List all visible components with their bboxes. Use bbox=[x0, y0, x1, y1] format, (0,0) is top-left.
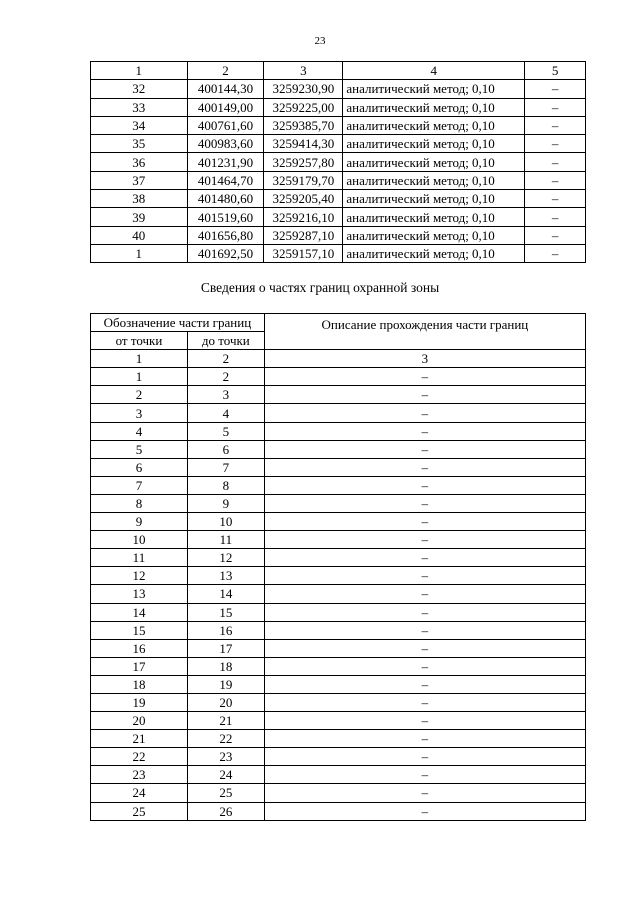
table-row bbox=[91, 208, 586, 226]
table-row bbox=[91, 621, 586, 639]
to-point-cell: 8 bbox=[187, 476, 264, 494]
table-row bbox=[91, 802, 586, 820]
table-row bbox=[91, 585, 586, 603]
from-point-cell: 19 bbox=[91, 693, 188, 711]
from-point-cell: 8 bbox=[91, 494, 188, 512]
description-cell: – bbox=[264, 513, 585, 531]
description-cell: – bbox=[264, 531, 585, 549]
to-point-cell: 21 bbox=[187, 712, 264, 730]
table-row bbox=[91, 153, 586, 171]
note-cell: – bbox=[525, 153, 586, 171]
method-cell: аналитический метод; 0,10 bbox=[343, 226, 525, 244]
point-number-cell: 33 bbox=[91, 98, 188, 116]
y-coordinate-cell: 3259414,30 bbox=[264, 135, 343, 153]
description-cell: – bbox=[264, 802, 585, 820]
from-point-cell: 18 bbox=[91, 675, 188, 693]
description-cell: – bbox=[264, 766, 585, 784]
table-row bbox=[91, 748, 586, 766]
from-point-cell: 6 bbox=[91, 458, 188, 476]
table-row bbox=[91, 422, 586, 440]
column-number: 1 bbox=[91, 62, 188, 80]
method-cell: аналитический метод; 0,10 bbox=[343, 190, 525, 208]
x-coordinate-cell: 400983,60 bbox=[187, 135, 264, 153]
y-coordinate-cell: 3259205,40 bbox=[264, 190, 343, 208]
column-number: 5 bbox=[525, 62, 586, 80]
table-row bbox=[91, 244, 586, 262]
header-from-point: от точки bbox=[91, 332, 188, 350]
description-cell: – bbox=[264, 784, 585, 802]
note-cell: – bbox=[525, 80, 586, 98]
to-point-cell: 22 bbox=[187, 730, 264, 748]
table-row bbox=[91, 80, 586, 98]
to-point-cell: 23 bbox=[187, 748, 264, 766]
method-cell: аналитический метод; 0,10 bbox=[343, 171, 525, 189]
description-cell: – bbox=[264, 712, 585, 730]
to-point-cell: 14 bbox=[187, 585, 264, 603]
to-point-cell: 16 bbox=[187, 621, 264, 639]
to-point-cell: 25 bbox=[187, 784, 264, 802]
x-coordinate-cell: 401480,60 bbox=[187, 190, 264, 208]
column-number: 3 bbox=[264, 62, 343, 80]
point-number-cell: 37 bbox=[91, 171, 188, 189]
from-point-cell: 20 bbox=[91, 712, 188, 730]
to-point-cell: 4 bbox=[187, 404, 264, 422]
to-point-cell: 19 bbox=[187, 675, 264, 693]
table-row bbox=[91, 226, 586, 244]
column-number: 4 bbox=[343, 62, 525, 80]
header-boundary-designation: Обозначение части границ bbox=[91, 314, 265, 332]
table-row bbox=[91, 513, 586, 531]
table-row bbox=[91, 386, 586, 404]
table-row bbox=[91, 712, 586, 730]
table-row bbox=[91, 476, 586, 494]
to-point-cell: 20 bbox=[187, 693, 264, 711]
y-coordinate-cell: 3259385,70 bbox=[264, 116, 343, 134]
to-point-cell: 10 bbox=[187, 513, 264, 531]
to-point-cell: 12 bbox=[187, 549, 264, 567]
boundary-table-header-row bbox=[91, 314, 586, 332]
boundary-table-body bbox=[91, 368, 586, 820]
from-point-cell: 22 bbox=[91, 748, 188, 766]
to-point-cell: 7 bbox=[187, 458, 264, 476]
to-point-cell: 9 bbox=[187, 494, 264, 512]
coordinates-table-header-row bbox=[91, 62, 586, 80]
from-point-cell: 16 bbox=[91, 639, 188, 657]
x-coordinate-cell: 400761,60 bbox=[187, 116, 264, 134]
column-number: 1 bbox=[91, 350, 188, 368]
method-cell: аналитический метод; 0,10 bbox=[343, 153, 525, 171]
to-point-cell: 11 bbox=[187, 531, 264, 549]
table-row bbox=[91, 730, 586, 748]
note-cell: – bbox=[525, 226, 586, 244]
description-cell: – bbox=[264, 440, 585, 458]
y-coordinate-cell: 3259230,90 bbox=[264, 80, 343, 98]
description-cell: – bbox=[264, 458, 585, 476]
from-point-cell: 21 bbox=[91, 730, 188, 748]
table-row bbox=[91, 190, 586, 208]
table-row bbox=[91, 531, 586, 549]
to-point-cell: 13 bbox=[187, 567, 264, 585]
column-number: 3 bbox=[264, 350, 585, 368]
to-point-cell: 3 bbox=[187, 386, 264, 404]
to-point-cell: 15 bbox=[187, 603, 264, 621]
method-cell: аналитический метод; 0,10 bbox=[343, 135, 525, 153]
table-row bbox=[91, 116, 586, 134]
from-point-cell: 23 bbox=[91, 766, 188, 784]
table-row bbox=[91, 171, 586, 189]
note-cell: – bbox=[525, 171, 586, 189]
from-point-cell: 5 bbox=[91, 440, 188, 458]
description-cell: – bbox=[264, 476, 585, 494]
boundary-parts-table bbox=[90, 313, 586, 821]
table-row bbox=[91, 657, 586, 675]
description-cell: – bbox=[264, 549, 585, 567]
description-cell: – bbox=[264, 748, 585, 766]
table-row bbox=[91, 567, 586, 585]
table-row bbox=[91, 675, 586, 693]
method-cell: аналитический метод; 0,10 bbox=[343, 208, 525, 226]
to-point-cell: 6 bbox=[187, 440, 264, 458]
y-coordinate-cell: 3259287,10 bbox=[264, 226, 343, 244]
from-point-cell: 14 bbox=[91, 603, 188, 621]
point-number-cell: 40 bbox=[91, 226, 188, 244]
from-point-cell: 1 bbox=[91, 368, 188, 386]
method-cell: аналитический метод; 0,10 bbox=[343, 116, 525, 134]
from-point-cell: 15 bbox=[91, 621, 188, 639]
header-boundary-description: Описание прохождения части границ bbox=[264, 314, 585, 350]
from-point-cell: 10 bbox=[91, 531, 188, 549]
table-row bbox=[91, 639, 586, 657]
x-coordinate-cell: 401231,90 bbox=[187, 153, 264, 171]
y-coordinate-cell: 3259257,80 bbox=[264, 153, 343, 171]
to-point-cell: 5 bbox=[187, 422, 264, 440]
note-cell: – bbox=[525, 244, 586, 262]
method-cell: аналитический метод; 0,10 bbox=[343, 98, 525, 116]
table-row bbox=[91, 98, 586, 116]
description-cell: – bbox=[264, 639, 585, 657]
point-number-cell: 1 bbox=[91, 244, 188, 262]
from-point-cell: 4 bbox=[91, 422, 188, 440]
description-cell: – bbox=[264, 404, 585, 422]
method-cell: аналитический метод; 0,10 bbox=[343, 244, 525, 262]
table-row bbox=[91, 404, 586, 422]
y-coordinate-cell: 3259157,10 bbox=[264, 244, 343, 262]
description-cell: – bbox=[264, 585, 585, 603]
description-cell: – bbox=[264, 386, 585, 404]
from-point-cell: 3 bbox=[91, 404, 188, 422]
to-point-cell: 17 bbox=[187, 639, 264, 657]
x-coordinate-cell: 400144,30 bbox=[187, 80, 264, 98]
column-number: 2 bbox=[187, 350, 264, 368]
from-point-cell: 11 bbox=[91, 549, 188, 567]
to-point-cell: 24 bbox=[187, 766, 264, 784]
table-row bbox=[91, 494, 586, 512]
table-row bbox=[91, 440, 586, 458]
boundary-table-numbering-row bbox=[91, 350, 586, 368]
table-row bbox=[91, 603, 586, 621]
y-coordinate-cell: 3259216,10 bbox=[264, 208, 343, 226]
note-cell: – bbox=[525, 135, 586, 153]
note-cell: – bbox=[525, 208, 586, 226]
table-row bbox=[91, 693, 586, 711]
to-point-cell: 18 bbox=[187, 657, 264, 675]
to-point-cell: 26 bbox=[187, 802, 264, 820]
y-coordinate-cell: 3259179,70 bbox=[264, 171, 343, 189]
point-number-cell: 39 bbox=[91, 208, 188, 226]
section-title: Сведения о частях границ охранной зоны bbox=[200, 280, 440, 295]
description-cell: – bbox=[264, 603, 585, 621]
point-number-cell: 38 bbox=[91, 190, 188, 208]
description-cell: – bbox=[264, 422, 585, 440]
column-number: 2 bbox=[187, 62, 264, 80]
from-point-cell: 13 bbox=[91, 585, 188, 603]
table-row bbox=[91, 135, 586, 153]
method-cell: аналитический метод; 0,10 bbox=[343, 80, 525, 98]
from-point-cell: 12 bbox=[91, 567, 188, 585]
table-row bbox=[91, 458, 586, 476]
page-number: 23 bbox=[314, 35, 326, 47]
from-point-cell: 17 bbox=[91, 657, 188, 675]
from-point-cell: 2 bbox=[91, 386, 188, 404]
point-number-cell: 34 bbox=[91, 116, 188, 134]
y-coordinate-cell: 3259225,00 bbox=[264, 98, 343, 116]
description-cell: – bbox=[264, 730, 585, 748]
note-cell: – bbox=[525, 116, 586, 134]
point-number-cell: 32 bbox=[91, 80, 188, 98]
description-cell: – bbox=[264, 368, 585, 386]
point-number-cell: 35 bbox=[91, 135, 188, 153]
from-point-cell: 7 bbox=[91, 476, 188, 494]
from-point-cell: 24 bbox=[91, 784, 188, 802]
description-cell: – bbox=[264, 567, 585, 585]
to-point-cell: 2 bbox=[187, 368, 264, 386]
coordinates-table bbox=[90, 61, 586, 263]
table-row bbox=[91, 766, 586, 784]
table-row bbox=[91, 549, 586, 567]
description-cell: – bbox=[264, 675, 585, 693]
description-cell: – bbox=[264, 693, 585, 711]
note-cell: – bbox=[525, 98, 586, 116]
from-point-cell: 25 bbox=[91, 802, 188, 820]
description-cell: – bbox=[264, 621, 585, 639]
x-coordinate-cell: 400149,00 bbox=[187, 98, 264, 116]
description-cell: – bbox=[264, 657, 585, 675]
point-number-cell: 36 bbox=[91, 153, 188, 171]
description-cell: – bbox=[264, 494, 585, 512]
header-to-point: до точки bbox=[187, 332, 264, 350]
from-point-cell: 9 bbox=[91, 513, 188, 531]
x-coordinate-cell: 401692,50 bbox=[187, 244, 264, 262]
x-coordinate-cell: 401656,80 bbox=[187, 226, 264, 244]
table-row bbox=[91, 784, 586, 802]
x-coordinate-cell: 401464,70 bbox=[187, 171, 264, 189]
coordinates-table-body bbox=[91, 80, 586, 263]
table-row bbox=[91, 368, 586, 386]
note-cell: – bbox=[525, 190, 586, 208]
x-coordinate-cell: 401519,60 bbox=[187, 208, 264, 226]
